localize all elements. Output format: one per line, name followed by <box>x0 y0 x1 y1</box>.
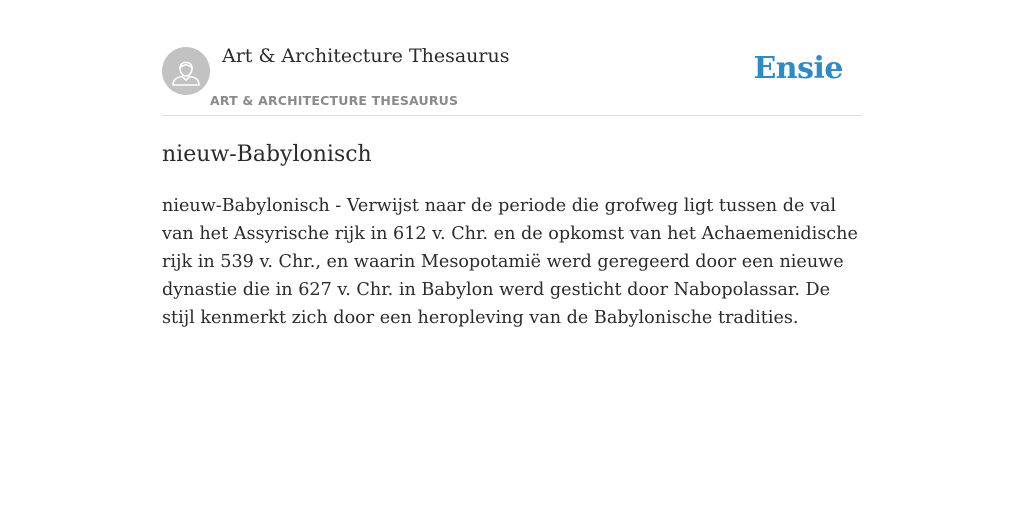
entry-header <box>162 0 862 116</box>
brand-logo[interactable]: Ensie <box>753 51 843 86</box>
user-icon <box>162 47 210 95</box>
page <box>162 0 862 332</box>
entry-title: nieuw-Babylonisch <box>162 142 372 167</box>
avatar[interactable] <box>162 47 210 95</box>
source-subtitle[interactable]: ART & ARCHITECTURE THESAURUS <box>210 93 459 108</box>
entry-definition: nieuw-Babylonisch - Verwijst naar de periode die grofweg ligt tussen de val van het Assyrische rijk in 612 v. Chr. en de opkomst van het Achaemenidische rijk in 539 v. Chr., en waarin Mesopotamië werd geregeerd door een nieuwe dynastie die in 627 v. Chr. in Babylon werd gesticht door Nabopolassar. De stijl kenmerkt zich door een heropleving van de Babylonische tradities. <box>162 196 858 328</box>
source-title[interactable]: Art & Architecture Thesaurus <box>222 45 510 67</box>
